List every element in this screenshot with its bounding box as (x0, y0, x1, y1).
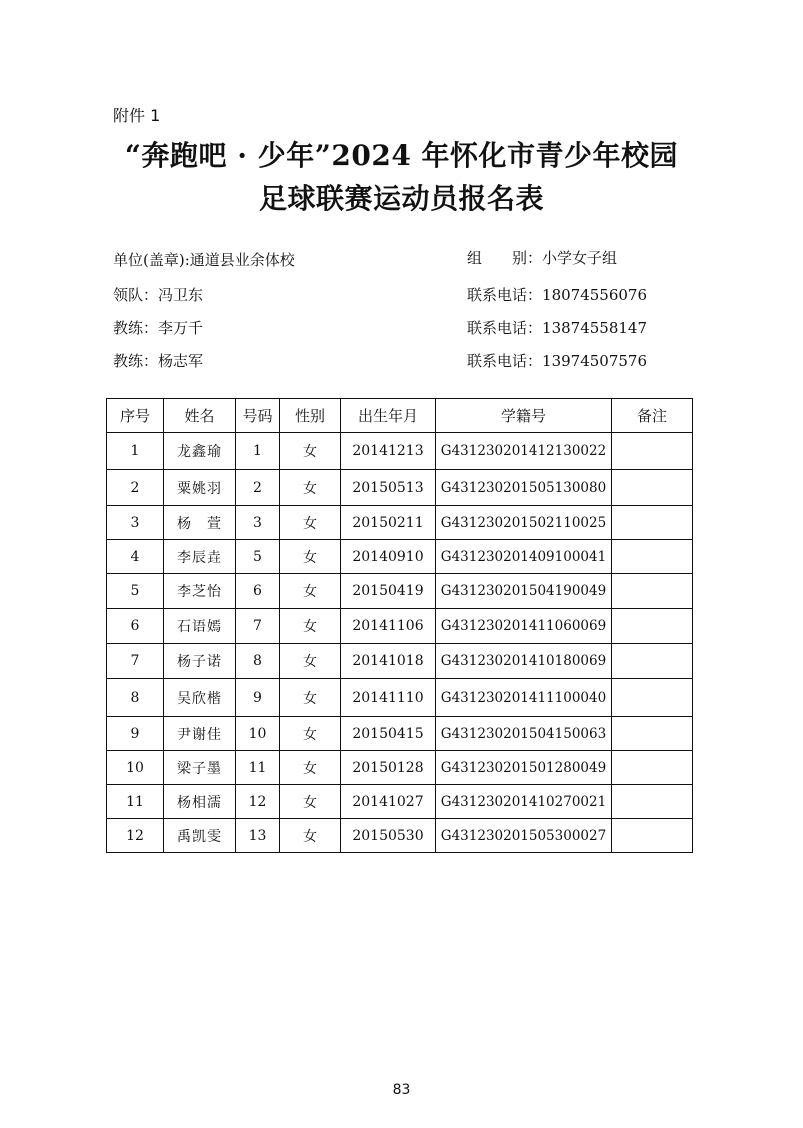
table-row (107, 506, 693, 540)
cell-gender: 女 (280, 717, 341, 751)
page-number: 83 (392, 1082, 411, 1098)
document-title-line-1: “奔跑吧 · 少年”2024 年怀化市青少年校园 (124, 139, 679, 172)
header-student-id: 学籍号 (436, 399, 612, 433)
cell-index: 8 (107, 679, 164, 717)
cell-name: 李辰垚 (164, 540, 236, 574)
cell-student-id: G431230201409100041 (436, 540, 612, 574)
info-leader-separator: ： (143, 286, 159, 304)
cell-birth: 20141106 (341, 609, 436, 644)
info-leader-phone-value: 18074556076 (542, 286, 648, 304)
cell-name: 梁子墨 (164, 751, 236, 785)
cell-index: 12 (107, 819, 164, 853)
cell-index: 11 (107, 785, 164, 819)
cell-student-id: G431230201505130080 (436, 470, 612, 506)
table-row (107, 574, 693, 609)
cell-index: 7 (107, 644, 164, 679)
cell-index: 1 (107, 433, 164, 470)
cell-number: 10 (236, 717, 280, 751)
header-index: 序号 (107, 399, 164, 433)
cell-index: 6 (107, 609, 164, 644)
info-coach-1-phone-label: 联系电话 (467, 319, 528, 337)
cell-birth: 20150211 (341, 506, 436, 540)
cell-student-id: G431230201411060069 (436, 609, 612, 644)
cell-name: 石语嫣 (164, 609, 236, 644)
info-leader-phone (467, 284, 647, 305)
info-unit-label: 单位(盖章) (113, 251, 185, 269)
header-number: 号码 (236, 399, 280, 433)
cell-student-id: G431230201410180069 (436, 644, 612, 679)
cell-note (612, 785, 693, 819)
info-coach-1-phone-separator: ： (527, 319, 543, 337)
info-coach-1-separator: ： (143, 319, 159, 337)
table-header-row (107, 399, 693, 433)
cell-name: 尹谢佳 (164, 717, 236, 751)
cell-birth: 20150128 (341, 751, 436, 785)
table-row (107, 819, 693, 853)
cell-note (612, 717, 693, 751)
cell-birth: 20150415 (341, 717, 436, 751)
header-gender: 性别 (280, 399, 341, 433)
cell-name: 杨相濡 (164, 785, 236, 819)
cell-note (612, 574, 693, 609)
cell-index: 5 (107, 574, 164, 609)
info-group-value: 小学女子组 (542, 249, 618, 267)
cell-index: 10 (107, 751, 164, 785)
cell-gender: 女 (280, 574, 341, 609)
cell-gender: 女 (280, 540, 341, 574)
table-row (107, 540, 693, 574)
cell-name: 李芝怡 (164, 574, 236, 609)
cell-student-id: G431230201410270021 (436, 785, 612, 819)
info-unit-separator: : (184, 251, 190, 269)
cell-student-id: G431230201501280049 (436, 751, 612, 785)
cell-index: 2 (107, 470, 164, 506)
table-row (107, 751, 693, 785)
cell-gender: 女 (280, 819, 341, 853)
header-note: 备注 (612, 399, 693, 433)
cell-note (612, 819, 693, 853)
cell-name: 杨子诺 (164, 644, 236, 679)
cell-student-id: G431230201504190049 (436, 574, 612, 609)
cell-gender: 女 (280, 679, 341, 717)
cell-name: 杨 萱 (164, 506, 236, 540)
cell-number: 6 (236, 574, 280, 609)
cell-gender: 女 (280, 506, 341, 540)
info-coach-1-phone-value: 13874558147 (542, 319, 648, 337)
cell-number: 9 (236, 679, 280, 717)
cell-note (612, 751, 693, 785)
info-leader-label: 领队 (113, 286, 144, 304)
cell-number: 2 (236, 470, 280, 506)
info-leader-phone-label: 联系电话 (467, 286, 528, 304)
cell-student-id: G431230201504150063 (436, 717, 612, 751)
cell-number: 8 (236, 644, 280, 679)
cell-student-id: G431230201502110025 (436, 506, 612, 540)
cell-birth: 20141027 (341, 785, 436, 819)
info-unit-value: 通道县业余体校 (189, 251, 295, 269)
info-group-label: 组 别 (467, 249, 528, 267)
info-coach-2-phone-value: 13974507576 (542, 352, 648, 370)
table-row (107, 679, 693, 717)
info-coach-2-label: 教练 (113, 352, 144, 370)
cell-number: 1 (236, 433, 280, 470)
cell-index: 9 (107, 717, 164, 751)
table-row (107, 785, 693, 819)
cell-number: 13 (236, 819, 280, 853)
cell-birth: 20150530 (341, 819, 436, 853)
info-group (467, 247, 617, 268)
info-coach-2-phone (467, 350, 647, 371)
cell-name: 粟姚羽 (164, 470, 236, 506)
cell-student-id: G431230201412130022 (436, 433, 612, 470)
info-coach-1 (113, 317, 203, 338)
cell-index: 4 (107, 540, 164, 574)
info-leader-value: 冯卫东 (158, 286, 204, 304)
info-coach-2 (113, 350, 203, 371)
cell-name: 禹凯雯 (164, 819, 236, 853)
cell-number: 5 (236, 540, 280, 574)
cell-note (612, 470, 693, 506)
table-row (107, 609, 693, 644)
cell-number: 7 (236, 609, 280, 644)
cell-birth: 20150513 (341, 470, 436, 506)
cell-birth: 20141018 (341, 644, 436, 679)
cell-gender: 女 (280, 433, 341, 470)
table-row (107, 433, 693, 470)
cell-gender: 女 (280, 470, 341, 506)
cell-number: 11 (236, 751, 280, 785)
cell-gender: 女 (280, 609, 341, 644)
cell-index: 3 (107, 506, 164, 540)
cell-gender: 女 (280, 751, 341, 785)
info-coach-2-separator: ： (143, 352, 159, 370)
cell-note (612, 644, 693, 679)
attachment-label: 附件 1 (113, 106, 161, 125)
info-unit (113, 249, 295, 270)
cell-birth: 20141213 (341, 433, 436, 470)
cell-name: 龙鑫瑜 (164, 433, 236, 470)
table-row (107, 644, 693, 679)
cell-note (612, 679, 693, 717)
header-name: 姓名 (164, 399, 236, 433)
info-leader (113, 284, 203, 305)
info-coach-1-value: 李万千 (158, 319, 204, 337)
cell-student-id: G431230201505300027 (436, 819, 612, 853)
info-coach-2-phone-label: 联系电话 (467, 352, 528, 370)
table-row (107, 470, 693, 506)
cell-number: 3 (236, 506, 280, 540)
cell-note (612, 609, 693, 644)
cell-number: 12 (236, 785, 280, 819)
cell-note (612, 540, 693, 574)
cell-birth: 20150419 (341, 574, 436, 609)
roster-table (106, 398, 693, 853)
cell-birth: 20141110 (341, 679, 436, 717)
cell-student-id: G431230201411100040 (436, 679, 612, 717)
cell-gender: 女 (280, 644, 341, 679)
cell-note (612, 506, 693, 540)
cell-note (612, 433, 693, 470)
info-leader-phone-separator: ： (527, 286, 543, 304)
info-coach-2-phone-separator: ： (527, 352, 543, 370)
document-title-line-2: 足球联赛运动员报名表 (258, 182, 544, 215)
info-group-separator: ： (527, 249, 543, 267)
table-row (107, 717, 693, 751)
header-birth: 出生年月 (341, 399, 436, 433)
cell-birth: 20140910 (341, 540, 436, 574)
info-coach-1-phone (467, 317, 647, 338)
info-coach-2-value: 杨志军 (158, 352, 204, 370)
cell-name: 吴欣楷 (164, 679, 236, 717)
cell-gender: 女 (280, 785, 341, 819)
info-coach-1-label: 教练 (113, 319, 144, 337)
